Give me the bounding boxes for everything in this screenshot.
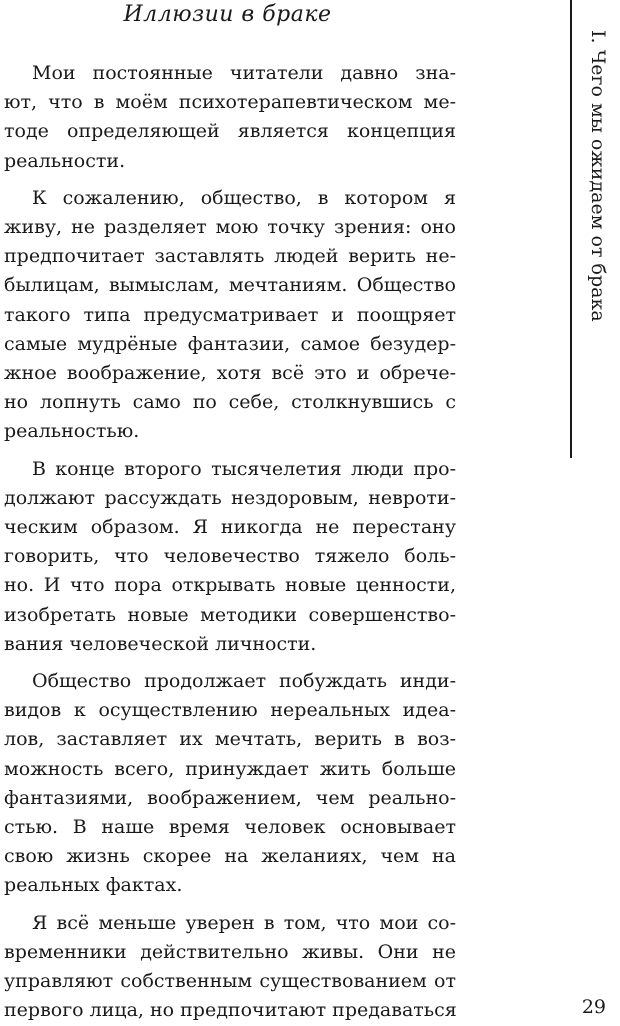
paragraph xyxy=(4,909,456,1026)
text-line: живу, не разделяет мою точку зрения: оно xyxy=(4,216,456,239)
text-line: должают рассуждать нездоровым, невроти- xyxy=(4,486,456,509)
text-line: В конце второго тысячелетия люди про- xyxy=(32,457,456,480)
text-line: вания человеческой личности. xyxy=(4,632,317,655)
text-line: лов, заставляет их мечтать, верить в воз- xyxy=(4,728,456,751)
paragraph xyxy=(4,455,456,659)
text-line: стью. В наше время человек основывает xyxy=(4,816,456,839)
text-line: жное воображение, хотя всё это и обрече- xyxy=(4,362,456,385)
paragraph xyxy=(4,184,456,447)
text-line: но лопнуть само по себе, столкнувшись с xyxy=(4,391,456,414)
text-line: реальных фактах. xyxy=(4,874,183,897)
chapter-title: I. Чего мы ожидаем от брака xyxy=(587,30,609,322)
text-line: ют, что в моём психотерапевтическом ме- xyxy=(4,91,456,114)
text-line: Мои постоянные читатели давно зна- xyxy=(32,62,456,84)
text-line: реальностью. xyxy=(4,420,140,443)
text-line: К сожалению, общество, в котором я xyxy=(32,186,456,209)
text-line: ческим образом. Я никогда не перестану xyxy=(4,516,456,539)
text-line: былицам, вымыслам, мечтаниям. Общество xyxy=(4,274,456,297)
paragraph xyxy=(4,667,456,901)
text-line: изобретать новые методики совершенство- xyxy=(4,603,456,626)
text-line: Я всё меньше уверен в том, что мои со- xyxy=(32,911,456,934)
text-line: временники действительно живы. Они не xyxy=(4,940,456,963)
text-line: свою жизнь скорее на желаниях, чем на xyxy=(4,845,456,868)
text-line: первого лица, но предпочитают предаваться xyxy=(4,999,457,1022)
text-line: но. И что пора открывать новые ценности, xyxy=(4,574,456,597)
paragraph xyxy=(4,59,456,176)
text-line: такого типа предусматривает и поощряет xyxy=(4,303,456,326)
text-line: Общество продолжает побуждать инди- xyxy=(32,670,456,693)
text-line: видов к осуществлению нереальных идеа- xyxy=(4,699,456,722)
text-line: говорить, что человечество тяжело боль- xyxy=(4,545,456,568)
text-line: фантазиями, воображением, чем реально- xyxy=(4,786,456,809)
side-header xyxy=(570,0,620,458)
text-line: реальности. xyxy=(4,149,126,172)
running-head: Иллюзии в браке xyxy=(123,2,332,27)
text-line: предпочитает заставлять людей верить не- xyxy=(4,245,456,268)
body-text xyxy=(4,59,456,1026)
page-number: 29 xyxy=(581,996,606,1018)
text-line: тоде определяющей является концепция xyxy=(4,120,456,143)
text-line: управляют собственным существованием от xyxy=(4,970,456,993)
text-line: можность всего, принуждает жить больше xyxy=(4,757,456,780)
text-line: самые мудрёные фантазии, самое безудер- xyxy=(4,332,456,355)
